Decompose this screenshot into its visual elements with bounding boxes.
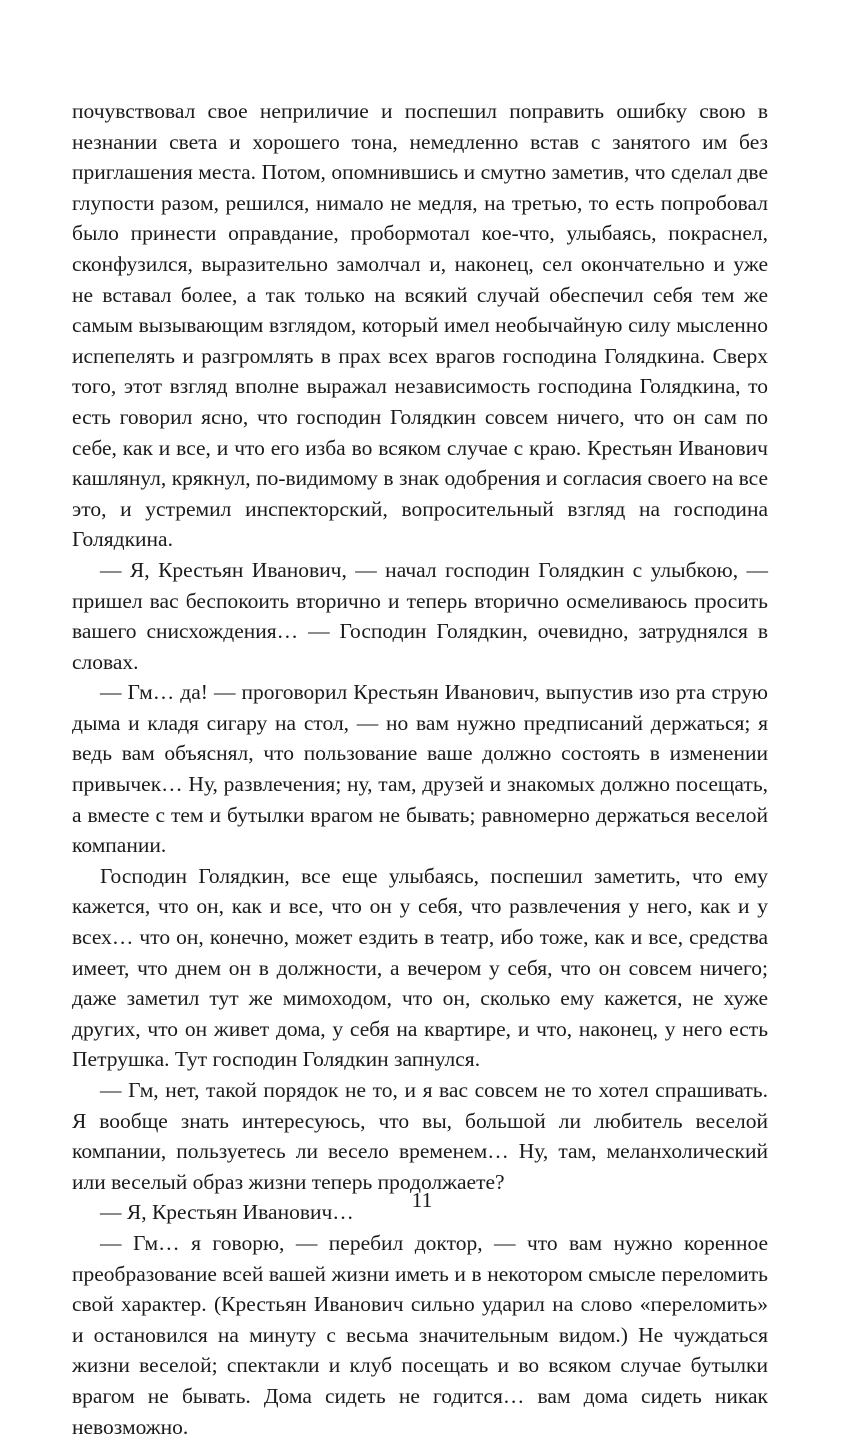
paragraph-dialogue-1: — Я, Крестьян Иванович, — начал господин Голядкин с улыбкою, — пришел вас беспокоить вторично и теперь вторично осмеливаюсь просить вашего снисхождения… — Господин Голядкин, очевидно, затруднялся в словах. (72, 557, 768, 674)
paragraph-dialogue-2: — Гм… да! — проговорил Крестьян Иванович, выпустив изо рта струю дыма и кладя сигару на стол, — но вам нужно предписаний держаться; я ведь вам объяснял, что пользование ваше должно состоять в изменении привычек… Ну, развлечения; ну, там, друзей и знакомых должно посещать, а вместе с тем и бутылки врагом не бывать; равномерно держаться веселой компании. (72, 680, 768, 858)
paragraph-continuation: почувствовал свое неприличие и поспешил поправить ошибку свою в незнании света и хорошего тона, немедленно встав с занятого им без приглашения места. Потом, опомнившись и смутно заметив, что сделал две глупости разом, решился, нимало не медля, на третью, то есть попробовал было принести оправдание, пробормотал кое-что, улыбаясь, покраснел, сконфузился, выразительно замолчал и, наконец, сел окончательно и уже не вставал более, а так только на всякий случай обеспечил себя тем же самым вызывающим взглядом, который имел необычайную силу мысленно испепелять и разгромлять в прах всех врагов господина Голядкина. Сверх того, этот взгляд вполне выражал независимость господина Голядкина, то есть говорил ясно, что господин Голядкин совсем ничего, что он сам по себе, как и все, и что его изба во всяком случае с краю. Крестьян Иванович кашлянул, крякнул, по-видимому в знак одобрения и согласия своего на все это, и устремил инспекторский, вопросительный взгляд на господина Голядкина. (72, 99, 768, 552)
body-text (72, 96, 768, 1442)
paragraph-dialogue-4: — Я, Крестьян Иванович… (100, 1200, 354, 1225)
paragraph-dialogue-3: — Гм, нет, такой порядок не то, и я вас совсем не то хотел спрашивать. Я вообще знать интересуюсь, что вы, большой ли любитель веселой компании, пользуетесь ли весело временем… Ну, там, меланхолический или веселый образ жизни теперь продолжаете? (72, 1078, 768, 1194)
paragraph-narration: Господин Голядкин, все еще улыбаясь, поспешил заметить, что ему кажется, что он, как и все, что он у себя, что развлечения у него, как и у всех… что он, конечно, может ездить в театр, ибо тоже, как и все, средства имеет, что днем он в должности, а вечером у себя, что он совсем ничего; даже заметил тут же мимоходом, что он, сколько ему кажется, не хуже других, что он живет дома, у себя на квартире, и что, наконец, у него есть Петрушка. Тут господин Голядкин запнулся. (72, 863, 768, 1072)
page-number: 11 (411, 1188, 433, 1212)
paragraph-dialogue-5: — Гм… я говорю, — перебил доктор, — что вам нужно коренное преобразование всей вашей жизни иметь и в некотором смысле переломить свой характер. (Крестьян Иванович сильно ударил на слово «переломить» и остановился на минуту с весьма значительным видом.) Не чуждаться жизни веселой; спектакли и клуб посещать и во всяком случае бутылки врагом не бывать. Дома сидеть не годится… вам дома сидеть никак невозможно. (72, 1230, 768, 1439)
